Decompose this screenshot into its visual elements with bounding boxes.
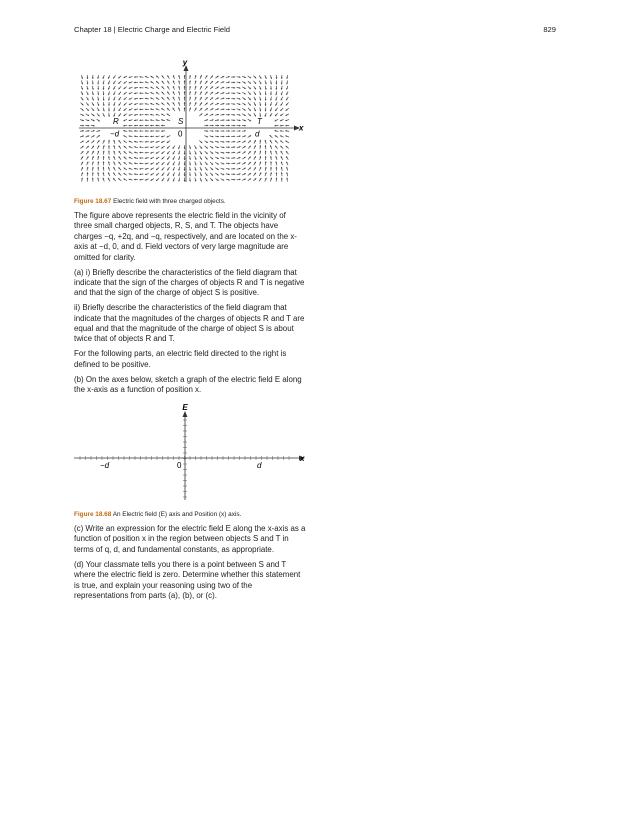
field-vector-head bbox=[139, 152, 141, 154]
field-vector-head bbox=[265, 104, 267, 106]
label-T: T bbox=[257, 117, 262, 126]
field-vector-head bbox=[134, 179, 136, 181]
field-vector-head bbox=[145, 114, 147, 116]
field-vector-head bbox=[228, 114, 230, 116]
field-vector-head bbox=[184, 164, 186, 166]
field-vector-head bbox=[139, 114, 141, 116]
field-vector-head bbox=[234, 76, 236, 78]
field-vector-head bbox=[139, 125, 141, 127]
field-vector-head bbox=[145, 119, 147, 121]
field-vector-head bbox=[228, 157, 230, 159]
field-vector-head bbox=[265, 151, 267, 153]
figure-number: Figure 18.67 bbox=[74, 198, 112, 205]
field-vector-head bbox=[139, 157, 141, 159]
axis-tick-marks bbox=[80, 420, 289, 497]
field-vector-head bbox=[184, 175, 186, 177]
field-vector-head bbox=[103, 161, 105, 163]
field-vector-head bbox=[156, 125, 158, 127]
field-vector-head bbox=[103, 94, 105, 96]
field-vector-head bbox=[228, 125, 230, 127]
field-vector-head bbox=[270, 88, 272, 90]
field-vector-head bbox=[234, 168, 236, 170]
figure-caption-text: An Electric field (E) axis and Position (x) axis. bbox=[111, 511, 242, 518]
field-vector-head bbox=[270, 167, 272, 169]
field-vector-head bbox=[184, 86, 186, 88]
field-vector-head bbox=[129, 125, 131, 127]
field-vector-head bbox=[207, 125, 209, 127]
blank-axes bbox=[74, 402, 306, 502]
field-vector-head bbox=[87, 77, 89, 79]
field-vector-head bbox=[228, 103, 230, 105]
field-vector-head bbox=[265, 99, 267, 101]
field-vector-head bbox=[145, 108, 147, 110]
field-vector-head bbox=[82, 125, 84, 127]
field-vector-head bbox=[265, 156, 267, 158]
problem-text-2 bbox=[74, 524, 306, 606]
field-vector-head bbox=[134, 125, 136, 127]
tick-label-d: d bbox=[255, 129, 260, 139]
field-vector-head bbox=[275, 167, 277, 169]
field-vector-head bbox=[156, 130, 158, 132]
field-vector-head bbox=[97, 88, 99, 90]
field-vector-head bbox=[92, 83, 94, 85]
field-vector-head bbox=[139, 141, 141, 143]
field-vector-head bbox=[223, 130, 225, 132]
field-vector-head bbox=[234, 87, 236, 89]
field-vector-head bbox=[275, 88, 277, 90]
field-vector-head bbox=[234, 125, 236, 127]
field-vector-head bbox=[184, 148, 186, 150]
field-vector-head bbox=[134, 82, 136, 84]
field-vector-head bbox=[270, 94, 272, 96]
field-vector-head bbox=[139, 163, 141, 165]
paragraph-part-c: (c) Write an expression for the electric field E along the x-axis as a function of position x in the region between objects S and T in terms of q, d, and fundamental constants, as appropriate. bbox=[74, 524, 306, 554]
field-vector-head bbox=[281, 178, 283, 180]
field-vector-head bbox=[184, 91, 186, 93]
field-vector-head bbox=[108, 140, 110, 142]
field-vector-head bbox=[234, 173, 236, 175]
field-vector-head bbox=[134, 173, 136, 175]
field-vector-head bbox=[92, 178, 94, 180]
field-vector-head bbox=[281, 77, 283, 79]
field-vector-head bbox=[139, 92, 141, 94]
field-vector-head bbox=[228, 108, 230, 110]
field-vector-head bbox=[184, 80, 186, 82]
tick-label-zero: 0 bbox=[178, 129, 183, 139]
field-vector-head bbox=[145, 141, 147, 143]
field-vector-head bbox=[139, 146, 141, 148]
field-vector-head bbox=[139, 168, 141, 170]
field-vector-head bbox=[129, 130, 131, 132]
page-number: 829 bbox=[543, 25, 556, 34]
field-vector-head bbox=[184, 97, 186, 99]
field-vector-head bbox=[103, 156, 105, 158]
chapter-title: Chapter 18 | Electric Charge and Electric Field bbox=[74, 25, 231, 34]
field-vector-head bbox=[184, 107, 186, 109]
field-vector-head bbox=[239, 125, 241, 127]
field-vector-head bbox=[184, 102, 186, 104]
field-vector-head bbox=[108, 104, 110, 106]
field-vector-head bbox=[139, 130, 141, 132]
field-vector-head bbox=[281, 172, 283, 174]
figure-number: Figure 18.68 bbox=[74, 511, 112, 518]
tick-label-d: d bbox=[257, 461, 262, 470]
field-vector-head bbox=[234, 135, 236, 137]
field-vector-head bbox=[234, 82, 236, 84]
field-vector-head bbox=[276, 77, 278, 79]
field-vector-head bbox=[134, 130, 136, 132]
tick-label-neg-d: −d bbox=[100, 461, 110, 470]
field-vector-head bbox=[234, 130, 236, 132]
field-vector-head bbox=[139, 103, 141, 105]
field-vector-head bbox=[217, 125, 219, 127]
e-vs-x-axes-figure bbox=[74, 402, 306, 502]
field-vector-head bbox=[217, 130, 219, 132]
paragraph-part-d: (d) Your classmate tells you there is a point between S and T where the electric field is zero. Determine whether this statement is true, and explain your reasoning using two of the representations from parts (a), (b), or (c). bbox=[74, 559, 301, 600]
field-vector-head bbox=[97, 167, 99, 169]
field-vector-head bbox=[145, 136, 147, 138]
field-vector-head bbox=[108, 151, 110, 153]
paragraph-intro: The figure above represents the electric field in the vicinity of three small charged objects, R, S, and T. The objects have charges −q, +2q, and −q, respectively, and are located on the x-axis at −d, 0, and d. Field vectors of very large magnitude are omitted for clarity. bbox=[74, 211, 297, 262]
field-vector-head bbox=[108, 115, 110, 117]
field-vector-head bbox=[223, 119, 225, 121]
figure-caption-text: Electric field with three charged objects. bbox=[111, 198, 226, 205]
field-vector-head bbox=[103, 99, 105, 101]
field-vector-head bbox=[239, 130, 241, 132]
field-vector-head bbox=[184, 180, 186, 182]
field-vector-head bbox=[87, 178, 89, 180]
y-axis-label: y bbox=[182, 58, 188, 67]
field-vector-head bbox=[134, 76, 136, 78]
paragraph-sign-convention: For the following parts, an electric field directed to the right is defined to be positive. bbox=[74, 349, 287, 369]
field-vector-head bbox=[139, 119, 141, 121]
e-axis-label: E bbox=[182, 403, 188, 412]
field-vector-head bbox=[270, 161, 272, 163]
field-vector-head bbox=[228, 146, 230, 148]
field-vector-head bbox=[145, 125, 147, 127]
figure-caption-2 bbox=[74, 511, 241, 518]
tick-label-neg-d: −d bbox=[110, 129, 120, 139]
field-vector-head bbox=[285, 125, 287, 127]
field-vector-head bbox=[139, 109, 141, 111]
field-vector-head bbox=[234, 179, 236, 181]
field-vector-head bbox=[161, 125, 163, 127]
field-vector-head bbox=[228, 152, 230, 154]
field-vector-head bbox=[223, 136, 225, 138]
field-vector-head bbox=[212, 125, 214, 127]
field-vector-head bbox=[234, 119, 236, 121]
field-vector-head bbox=[228, 119, 230, 121]
field-vector-head bbox=[139, 135, 141, 137]
field-vector-head bbox=[150, 125, 152, 127]
field-vector-head bbox=[234, 92, 236, 94]
field-vector-head bbox=[234, 162, 236, 164]
electric-field-figure bbox=[74, 58, 306, 188]
field-vector-head bbox=[228, 141, 230, 143]
paragraph-part-b: (b) On the axes below, sketch a graph of the electric field E along the x-axis as a function of position x. bbox=[74, 374, 302, 395]
field-vector-head bbox=[108, 145, 110, 147]
problem-text-1 bbox=[74, 211, 306, 400]
tick-label-zero: 0 bbox=[177, 461, 182, 470]
field-vector-head bbox=[276, 172, 278, 174]
field-vector-head bbox=[223, 125, 225, 127]
field-vector-head bbox=[139, 98, 141, 100]
field-vector-head bbox=[108, 110, 110, 112]
field-vector-head bbox=[92, 77, 94, 79]
field-vector-head bbox=[184, 169, 186, 171]
x-axis-label: x bbox=[299, 123, 304, 133]
paragraph-part-a-ii: ii) Briefly describe the characteristics of the field diagram that indicate that the magnitudes of the charges of objects R and T are equal and that the magnitude of the charge of object S is about twice that of objects R and T. bbox=[74, 303, 305, 344]
field-vector-head bbox=[97, 172, 99, 174]
field-vector-head bbox=[184, 158, 186, 160]
field-vector-head bbox=[145, 130, 147, 132]
field-vector-head bbox=[97, 83, 99, 85]
field-vector-head bbox=[189, 180, 191, 182]
field-vector-head bbox=[228, 130, 230, 132]
field-vector-head bbox=[228, 98, 230, 100]
x-axis-label: x bbox=[300, 454, 305, 463]
field-vector-head bbox=[212, 130, 214, 132]
label-S: S bbox=[178, 117, 184, 126]
figure-caption-1 bbox=[74, 198, 226, 205]
field-vector-head bbox=[228, 136, 230, 138]
field-vector-head bbox=[139, 81, 141, 83]
field-vector-head bbox=[184, 75, 186, 77]
label-R: R bbox=[113, 117, 119, 126]
field-vector-head bbox=[88, 125, 90, 127]
field-vector-head bbox=[184, 153, 186, 155]
field-vector-head bbox=[150, 130, 152, 132]
field-vector-head bbox=[139, 87, 141, 89]
field-diagram bbox=[74, 58, 306, 188]
field-vector-head bbox=[92, 172, 94, 174]
paragraph-part-a-i: (a) i) Briefly describe the characteristics of the field diagram that indicate that the sign of the charges of objects R and T is negative and that the sign of the charge of object S is positive. bbox=[74, 267, 305, 298]
field-vector-head bbox=[276, 83, 278, 85]
